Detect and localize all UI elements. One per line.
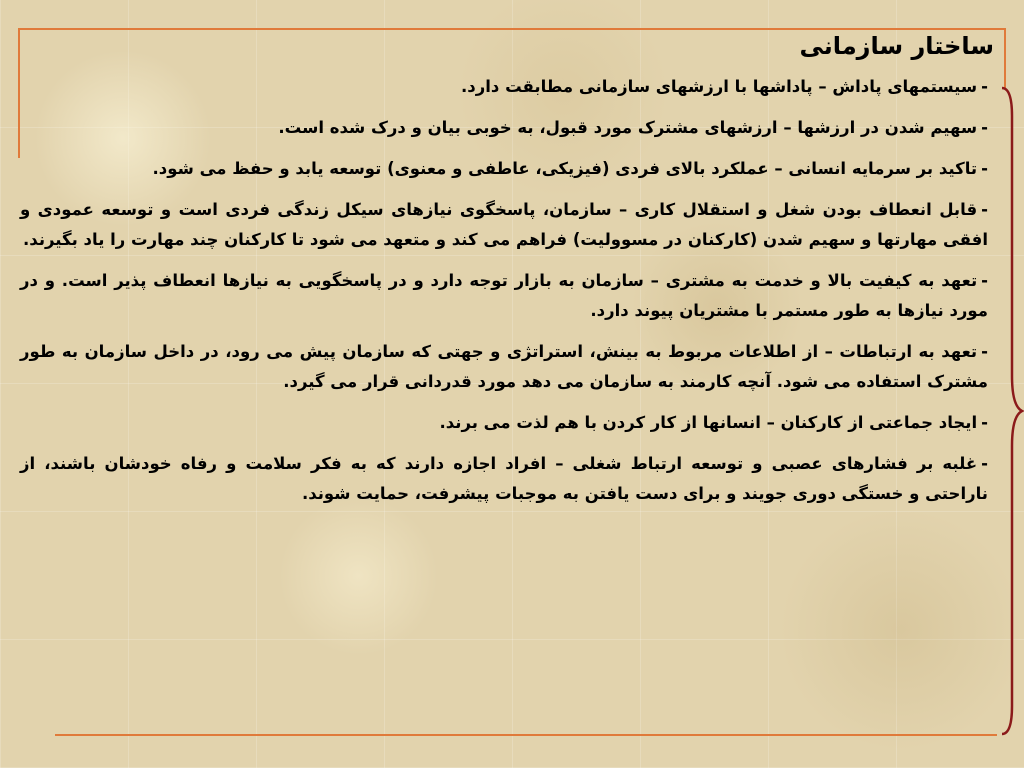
bullet-item: [20, 154, 988, 184]
bullet-text: تعهد به کیفیت بالا و خدمت به مشتری – سازمان به بازار توجه دارد و در پاسخگویی به نیازها انعطاف پذیر است. و در مورد نیازها به طور مستمر با مشتریان پیوند دارد.: [20, 271, 988, 320]
bullet-item: [20, 449, 988, 509]
bullet-marker: -: [981, 271, 988, 290]
bullet-marker: -: [981, 200, 988, 219]
bullet-marker: -: [981, 77, 988, 96]
bullet-marker: -: [981, 454, 988, 473]
frame-bottom-line: [55, 734, 997, 736]
bullet-marker: -: [981, 342, 988, 361]
bullet-text: سهیم شدن در ارزشها – ارزشهای مشترک مورد قبول، به خوبی بیان و درک شده است.: [278, 118, 978, 137]
bullet-text: تعهد به ارتباطات – از اطلاعات مربوط به بینش، استراتژی و جهتی که سازمان پیش می رود، در داخل سازمان به طور مشترک استفاده می شود. آنچه کارمند به سازمان می دهد مورد قدردانی قرار می گیرد.: [20, 342, 988, 391]
bullet-item: [20, 337, 988, 397]
bullet-text: غلبه بر فشارهای عصبی و توسعه ارتباط شغلی – افراد اجازه دارند که به فکر سلامت و رفاه خودشان باشند، از ناراحتی و خستگی دوری جویند و برای دست یافتن به موجبات پیشرفت، حمایت شوند.: [20, 454, 988, 503]
bullet-item: [20, 408, 988, 438]
bullet-text: تاکید بر سرمایه انسانی – عملکرد بالای فردی (فیزیکی، عاطفی و معنوی) توسعه یابد و حفظ می شود.: [152, 159, 978, 178]
bullet-item: [20, 72, 988, 102]
bullet-marker: -: [981, 413, 988, 432]
bullet-text: سیستمهای پاداش – پاداشها با ارزشهای سازمانی مطابقت دارد.: [460, 77, 978, 96]
slide-content: [20, 72, 988, 520]
bullet-item: [20, 266, 988, 326]
frame-right-line: [1004, 28, 1006, 88]
bullet-text: قابل انعطاف بودن شغل و استقلال کاری – سازمان، پاسخگوی نیازهای سیکل زندگی فردی است و توسعه عمودی و افقی مهارتها و سهیم شدن (کارکنان در مسوولیت) فراهم می کند و متعهد می شود تا کارکنان چند مهارت را یاد بگیرند.: [20, 200, 988, 249]
frame-top-line: [18, 28, 1006, 30]
right-curly-brace: [1000, 86, 1024, 736]
bullet-marker: -: [981, 159, 988, 178]
bullet-marker: -: [981, 118, 988, 137]
bullet-text: ایجاد جماعتی از کارکنان – انسانها از کار کردن با هم لذت می برند.: [439, 413, 978, 432]
bullet-item: [20, 113, 988, 143]
slide-title: ساختار سازمانی: [799, 32, 994, 60]
bullet-item: [20, 195, 988, 255]
